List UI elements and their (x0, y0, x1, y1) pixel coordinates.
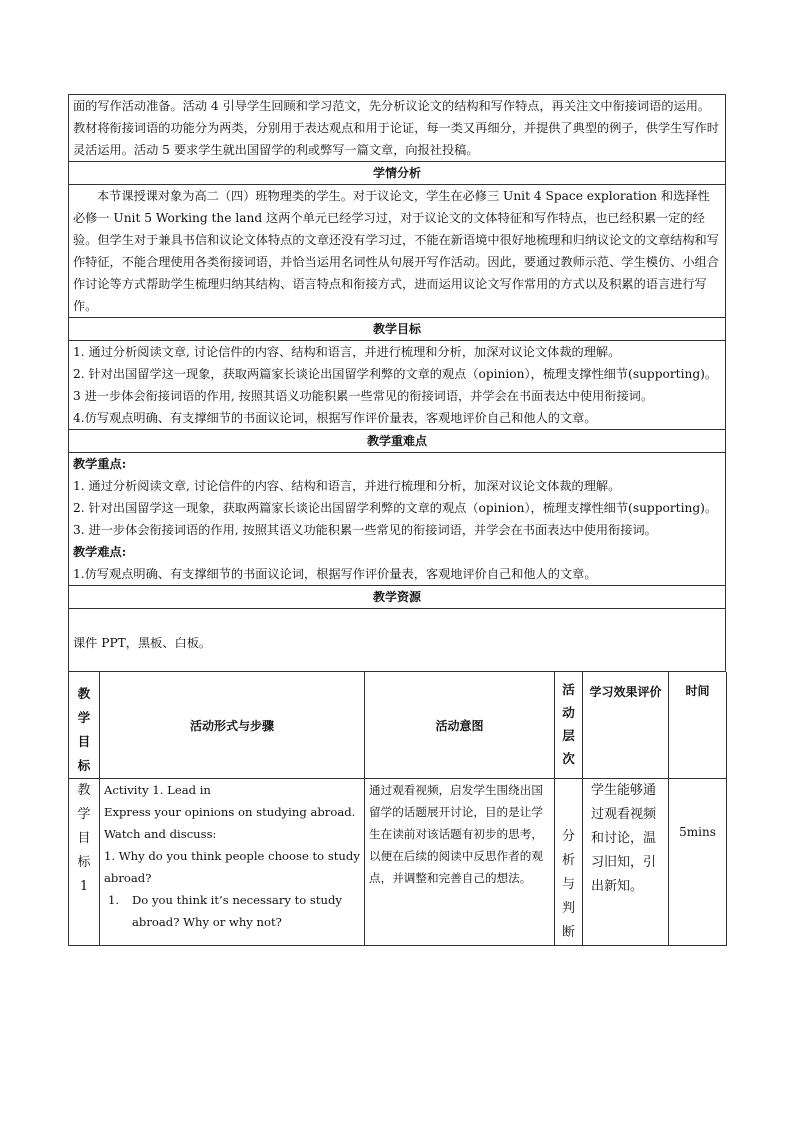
header-intent (365, 672, 555, 779)
intro-cell (69, 95, 726, 162)
intro-text: 面的写作活动准备。活动 4 引导学生回顾和学习范文，先分析议论文的结构和写作特点，再关注文中衔接词语的运用。教材将衔接词语的功能分为两类，分别用于表达观点和用于论证，每一类又再细分，并提供了典型的例子，供学生写作时灵活运用。活动 5 要求学生就出国留学的利或弊写一篇文章，向报社投稿。 (73, 99, 719, 157)
time-text: 5mins (679, 825, 716, 839)
header-level-text: 活动层次 (562, 682, 575, 766)
key-point-item: 1. 通过分析阅读文章, 讨论信件的内容、结构和语言，并进行梳理和分析，加深对议论文体裁的理解。 (73, 479, 621, 493)
section-header-ziyuan: 教学资源 (69, 586, 726, 609)
key-point-item: 3. 进一步体会衔接词语的作用, 按照其语义功能积累一些常见的衔接词语，并学会在书面表达中使用衔接词。 (73, 523, 657, 537)
activity-table (68, 672, 727, 946)
activity-line: Express your opinions on studying abroad. (104, 805, 356, 819)
header-time (669, 672, 727, 779)
row1-time (669, 779, 727, 946)
section-header-xueqing: 学情分析 (69, 162, 726, 185)
mubiao-item: 2. 针对出国留学这一现象，获取两篇家长谈论出国留学利弊的文章的观点（opinion），梳理支撑性细节(supporting)。 (73, 367, 718, 381)
mubiao-item: 3 进一步体会衔接词语的作用, 按照其语义功能积累一些常见的衔接词语，并学会在书面表达中使用衔接词。 (73, 389, 654, 403)
header-steps (100, 672, 365, 779)
header-time-text: 时间 (685, 684, 710, 698)
key-point-item: 2. 针对出国留学这一现象，获取两篇家长谈论出国留学利弊的文章的观点（opinion），梳理支撑性细节(supporting)。 (73, 501, 718, 515)
lesson-plan-table (68, 94, 726, 672)
difficult-points-label: 教学难点: (73, 545, 127, 559)
header-level (555, 672, 583, 779)
activity-line: Watch and discuss: (104, 827, 217, 841)
lesson-plan-page (68, 94, 726, 946)
header-steps-text: 活动形式与步骤 (189, 718, 274, 733)
row1-intent (365, 779, 555, 946)
intent-text: 通过观看视频，启发学生围绕出国留学的话题展开讨论，目的是让学生在读前对该话题有初步的思考，以便在后续的阅读中反思作者的观点，并调整和完善自己的想法。 (369, 783, 543, 885)
zhongnan-cell (69, 453, 726, 586)
ziyuan-cell (69, 609, 726, 672)
mubiao-item: 4.仿写观点明确、有支撑细节的书面议论词，根据写作评价量表，客观地评价自己和他人的文章。 (73, 411, 597, 425)
xueqing-text: 本节课授课对象为高二（四）班物理类的学生。对于议论文，学生在必修三 Unit 4 Space exploration 和选择性必修一 Unit 5 Working the land 这两个单元已经学习过，对于议论文的文体特征和写作特点，也已经积累一定的经验。但学生对于兼具书信和议论文体特点的文章还没有学习过，不能在新语境中很好地梳理和归纳议论文的文章结构和写作特征，不能合理使用各类衔接词语，并恰当运用名词性从句展开写作活动。因此，要通过教师示范、学生模仿、小组合作讨论等方式帮助学生梳理归纳其结构、语言特点和衔接方式，进而运用议论文写作常用的方式以及积累的语言进行写作。 (73, 189, 719, 313)
list-number: 1. (108, 893, 120, 907)
header-eval (583, 672, 669, 779)
section-header-mubiao: 教学目标 (69, 318, 726, 341)
row1-steps (100, 779, 365, 946)
row1-level (555, 779, 583, 946)
difficult-point-item: 1.仿写观点明确、有支撑细节的书面议论词，根据写作评价量表，客观地评价自己和他人的文章。 (73, 567, 597, 581)
row1-goal (69, 779, 100, 946)
row1-eval (583, 779, 669, 946)
activity-question: Do you think it’s necessary to study abroad? Why or why not? (132, 893, 342, 929)
activity-title: Activity 1. Lead in (104, 783, 211, 797)
header-eval-text: 学习效果评价 (589, 685, 662, 699)
mubiao-item: 1. 通过分析阅读文章, 讨论信件的内容、结构和语言，并进行梳理和分析，加深对议论文体裁的理解。 (73, 345, 621, 359)
activity-question: 1. Why do you think people choose to study abroad? (104, 849, 360, 885)
header-goal (69, 672, 100, 779)
xueqing-cell (69, 185, 726, 318)
key-points-label: 教学重点: (73, 457, 127, 471)
ziyuan-text: 课件 PPT，黑板、白板。 (73, 635, 212, 650)
header-intent-text: 活动意图 (435, 718, 484, 733)
level-text: 分析与判断 (561, 829, 575, 940)
mubiao-cell (69, 341, 726, 430)
header-goal-text: 教学目标 (77, 686, 91, 773)
section-header-zhongnan: 教学重难点 (69, 430, 726, 453)
activity-question-item (104, 889, 360, 933)
row1-goal-text: 教学目标1 (77, 783, 91, 894)
eval-text: 学生能够通过观看视频和讨论，温习旧知，引出新知。 (591, 783, 657, 894)
